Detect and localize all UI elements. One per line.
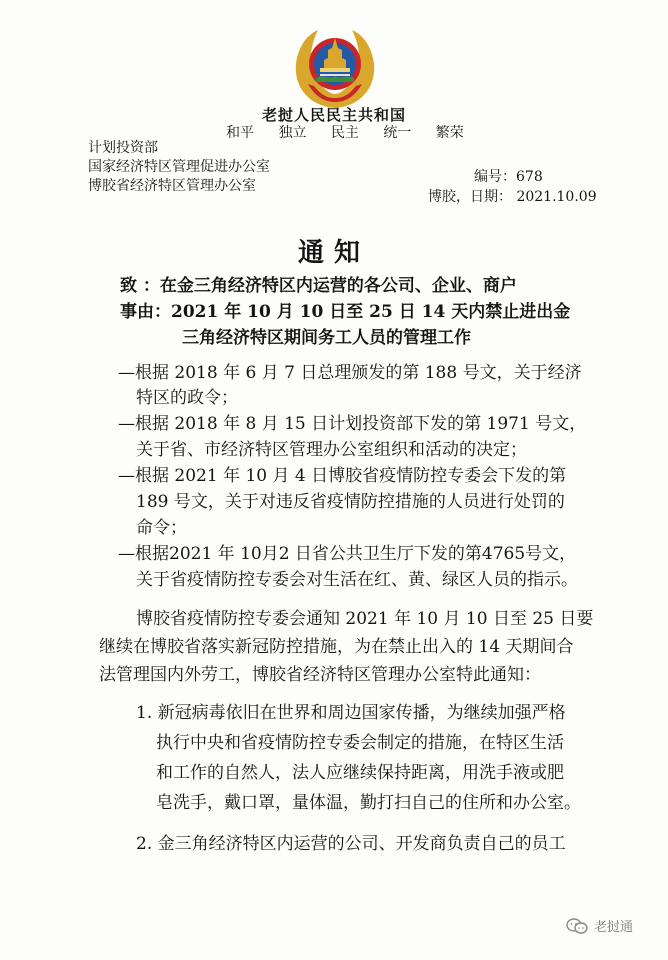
list-item: 执行中央和省疫情防控专委会制定的措施，在特区生活	[156, 733, 564, 753]
list-item: 1. 新冠病毒依旧在世界和周边国家传播，为继续加强严格	[136, 703, 566, 723]
national-motto: 和平 独立 民主 统一 繁荣	[226, 125, 464, 141]
department-line: 博胶省经济特区管理办公室	[88, 178, 256, 194]
watermark	[566, 916, 633, 935]
basis-item: —根据2021 年 10月2 日省公共卫生厅下发的第4765号文，	[118, 544, 577, 564]
basis-item: 189 号文，关于对违反省疫情防控措施的人员进行处罚的	[136, 492, 565, 512]
document-number: 编号：678	[474, 169, 543, 185]
lao-national-emblem	[290, 24, 380, 110]
list-item: 皂洗手，戴口罩，量体温，勤打扫自己的住所和办公室。	[156, 793, 581, 813]
list-item: 2. 金三角经济特区内运营的公司、开发商负责自己的员工	[136, 834, 566, 854]
basis-item: —根据 2018 年 8 月 15 日计划投资部下发的第 1971 号文，	[118, 414, 587, 434]
department-line: 计划投资部	[88, 140, 158, 156]
country-name: 老挝人民民主共和国	[261, 106, 406, 124]
wechat-icon	[566, 918, 588, 934]
document-title: 通知	[297, 238, 370, 268]
document-date: 博胶，日期： 2021.10.09	[428, 189, 597, 205]
basis-item: —根据 2021 年 10 月 4 日博胶省疫情防控专委会下发的第	[118, 466, 567, 486]
basis-item: 特区的政令；	[136, 388, 238, 408]
watermark-label: 老挝通	[594, 920, 634, 935]
intro-paragraph: 博胶省疫情防控专委会通知 2021 年 10 月 10 日至 25 日要	[136, 609, 594, 629]
intro-paragraph: 继续在博胶省落实新冠防控措施，为在禁止出入的 14 天期间合	[99, 637, 574, 657]
basis-item: 关于省疫情防控专委会对生活在红、黄、绿区人员的指示。	[136, 570, 578, 590]
department-line: 国家经济特区管理促进办公室	[88, 159, 270, 175]
intro-paragraph: 法管理国内外劳工，博胶省经济特区管理办公室特此通知：	[99, 665, 541, 685]
list-item: 和工作的自然人，法人应继续保持距离，用洗手液或肥	[156, 763, 564, 783]
subject-line: 事由：2021 年 10 月 10 日至 25 日 14 天内禁止进出金	[120, 302, 571, 322]
basis-item: 关于省、市经济特区管理办公室组织和活动的决定；	[136, 440, 527, 460]
basis-item: —根据 2018 年 6 月 7 日总理颁发的第 188 号文，关于经济	[118, 363, 582, 383]
recipient-line: 致 ：在金三角经济特区内运营的各公司、企业、商户	[120, 276, 517, 296]
basis-item: 命令；	[136, 518, 187, 538]
subject-line: 三角经济特区期间务工人员的管理工作	[182, 328, 471, 348]
